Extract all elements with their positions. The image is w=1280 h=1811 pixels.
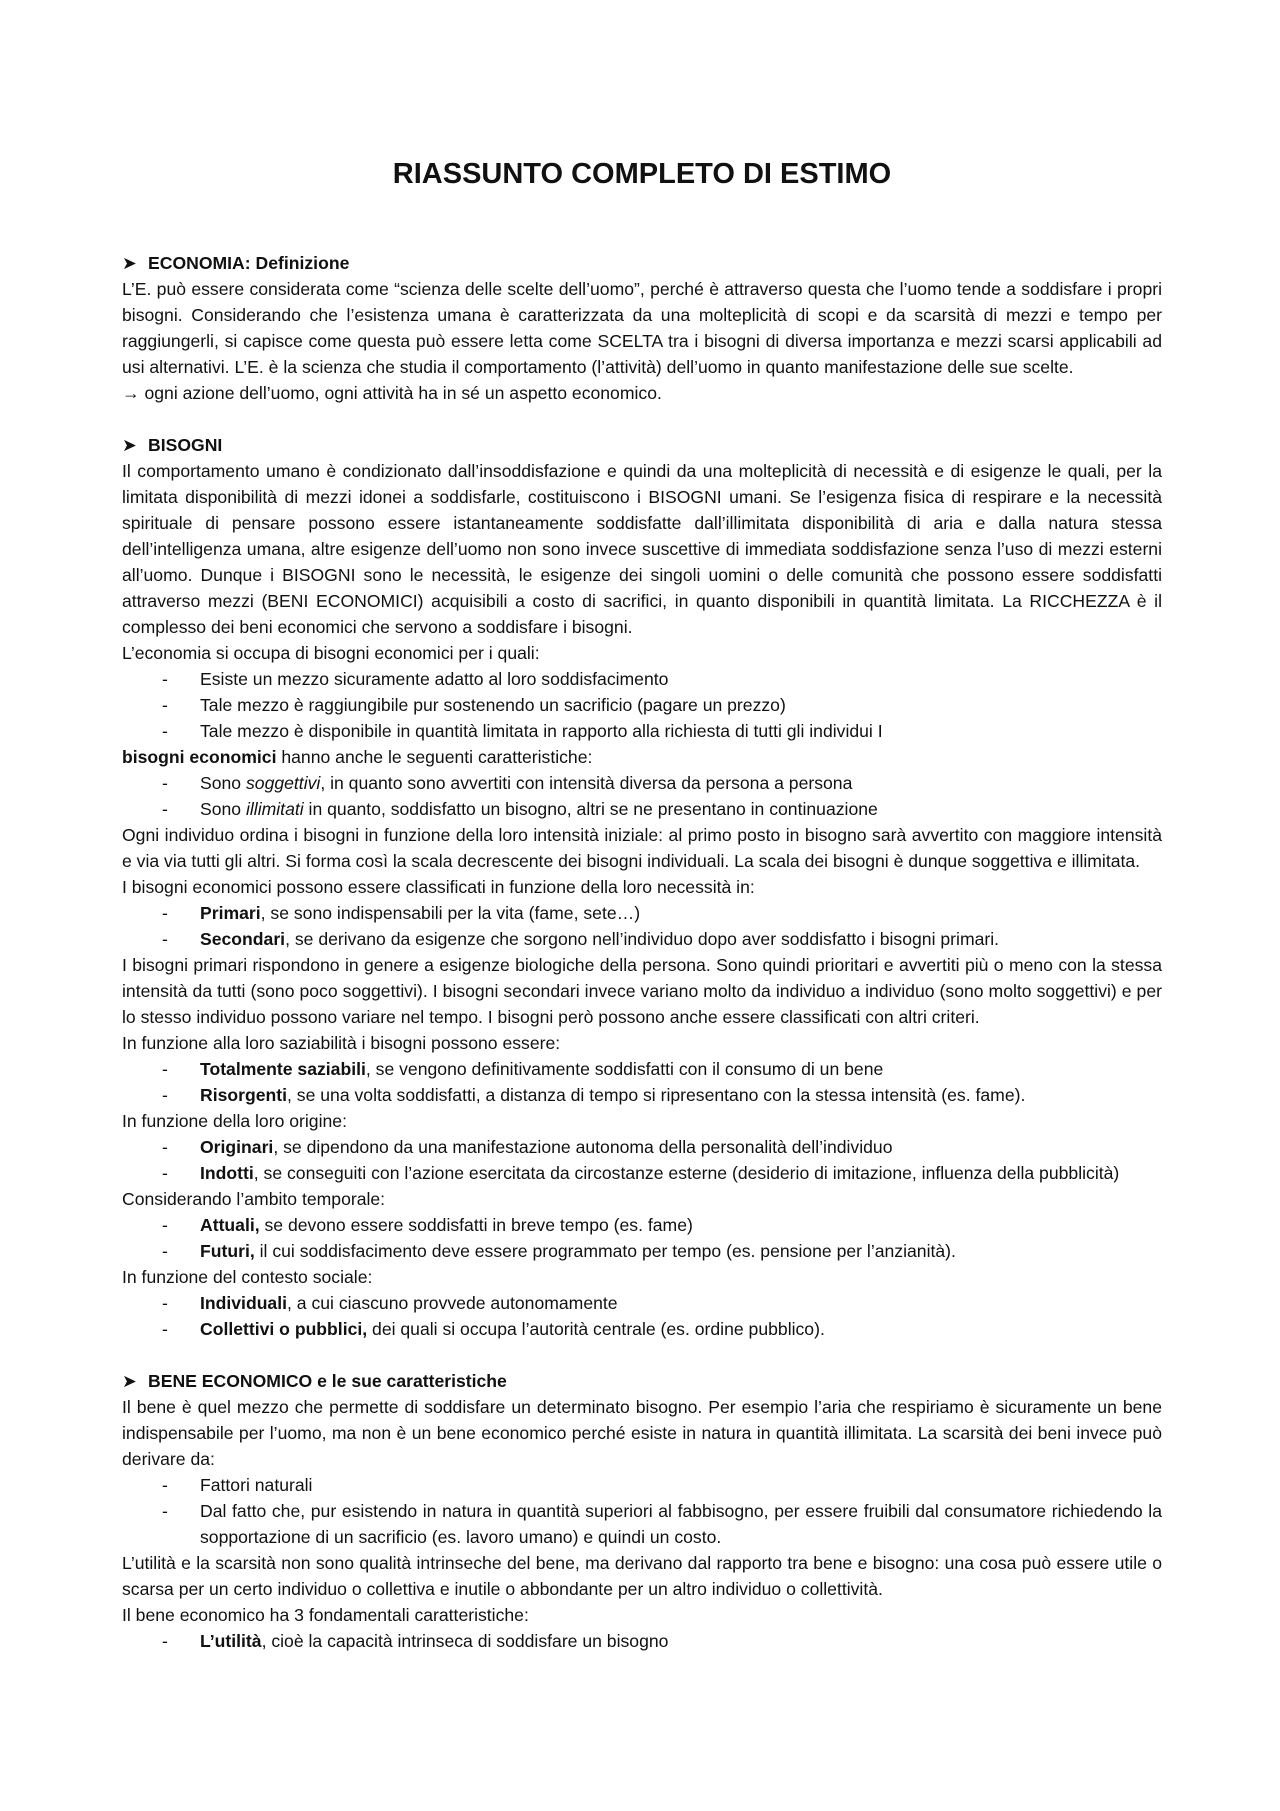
paragraph: L’E. può essere considerata come “scienza delle scelte dell’uomo”, perché è attraverso questa che l’uomo tende a soddisfare i propri bisogni. Considerando che l’esistenza umana è caratterizzata da una molteplicità di scopi e da scarsità di mezzi e tempo per raggiungerli, si capisce come questa può essere letta come SCELTA tra i bisogni di diversa importanza e mezzi scarsi applicabili ad usi alternativi. L’E. è la scienza che studia il comportamento (l’attività) dell’uomo in quanto manifestazione delle sue scelte. bbox=[122, 279, 1162, 377]
bullet-list bbox=[122, 900, 1162, 952]
paragraph: L’economia si occupa di bisogni economici per i quali: bbox=[122, 643, 540, 663]
list-item: - Individuali, a cui ciascuno provvede autonomamente bbox=[122, 1290, 1162, 1316]
heading-text: ECONOMIA: Definizione bbox=[148, 253, 350, 273]
list-item: - Sono soggettivi, in quanto sono avvertiti con intensità diversa da persona a persona bbox=[122, 770, 1162, 796]
dash-marker: - bbox=[162, 695, 168, 715]
list-item: - Indotti, se conseguiti con l’azione esercitata da circostanze esterne (desiderio di imitazione, influenza della pubblicità) bbox=[122, 1160, 1162, 1186]
heading-text: BISOGNI bbox=[148, 435, 223, 455]
paragraph: bisogni economici hanno anche le seguenti caratteristiche: bbox=[122, 747, 593, 767]
dash-marker: - bbox=[162, 1059, 168, 1079]
list-item: - Primari, se sono indispensabili per la vita (fame, sete…) bbox=[122, 900, 1162, 926]
section-heading bbox=[122, 1368, 1162, 1394]
dash-marker: - bbox=[162, 903, 168, 923]
dash-marker: - bbox=[162, 1163, 168, 1183]
list-item: - Dal fatto che, pur esistendo in natura in quantità superiori al fabbisogno, per essere fruibili dal consumatore richiedendo la sopportazione di un sacrificio (es. lavoro umano) e quindi un costo. bbox=[122, 1498, 1162, 1550]
paragraph: In funzione della loro origine: bbox=[122, 1111, 347, 1131]
dash-marker: - bbox=[162, 669, 168, 689]
list-item: - Collettivi o pubblici, dei quali si occupa l’autorità centrale (es. ordine pubblico). bbox=[122, 1316, 1162, 1342]
paragraph: Ogni individuo ordina i bisogni in funzione della loro intensità iniziale: al primo posto in bisogno sarà avvertito con maggiore intensità e via via tutti gli altri. Si forma così la scala decrescente dei bisogni individuali. La scala dei bisogni è dunque soggettiva e illimitata. bbox=[122, 825, 1162, 871]
document-title: RIASSUNTO COMPLETO DI ESTIMO bbox=[392, 158, 892, 190]
bullet-list bbox=[122, 770, 1162, 822]
arrow-bullet-icon: ➤ bbox=[122, 435, 137, 455]
paragraph: I bisogni primari rispondono in genere a esigenze biologiche della persona. Sono quindi prioritari e avvertiti più o meno con la stessa intensità da tutti (sono poco soggettivi). I bisogni secondari invece variano molto da individuo a individuo (sono molto soggettivi) e per lo stesso individuo possono variare nel tempo. I bisogni però possono anche essere classificati con altri criteri. bbox=[122, 955, 1162, 1027]
paragraph: L’utilità e la scarsità non sono qualità intrinseche del bene, ma derivano dal rapporto tra bene e bisogno: una cosa può essere utile o scarsa per un certo individuo o collettiva e inutile o abbondante per un altro individuo o collettività. bbox=[122, 1553, 1162, 1599]
list-item: - Sono illimitati in quanto, soddisfatto un bisogno, altri se ne presentano in continuazione bbox=[122, 796, 1162, 822]
section-heading bbox=[122, 250, 1162, 276]
paragraph: Il bene è quel mezzo che permette di soddisfare un determinato bisogno. Per esempio l’aria che respiriamo è sicuramente un bene indispensabile per l’uomo, ma non è un bene economico perché esiste in natura in quantità illimitata. La scarsità dei beni invece può derivare da: bbox=[122, 1397, 1162, 1469]
bullet-list bbox=[122, 1212, 1162, 1264]
list-item: - Attuali, se devono essere soddisfatti in breve tempo (es. fame) bbox=[122, 1212, 1162, 1238]
paragraph: Considerando l’ambito temporale: bbox=[122, 1189, 386, 1209]
dash-marker: - bbox=[162, 773, 168, 793]
list-item: - Secondari, se derivano da esigenze che sorgono nell’individuo dopo aver soddisfatto i bisogni primari. bbox=[122, 926, 1162, 952]
dash-marker: - bbox=[162, 1475, 168, 1495]
dash-marker: - bbox=[162, 1241, 168, 1261]
section-heading bbox=[122, 432, 1162, 458]
dash-marker: - bbox=[162, 721, 168, 741]
paragraph: → ogni azione dell’uomo, ogni attività ha in sé un aspetto economico. bbox=[122, 383, 662, 403]
section-bisogni bbox=[122, 432, 1162, 1342]
bullet-list bbox=[122, 1290, 1162, 1342]
dash-marker: - bbox=[162, 1319, 168, 1339]
dash-marker: - bbox=[162, 1215, 168, 1235]
list-item: - Tale mezzo è disponibile in quantità limitata in rapporto alla richiesta di tutti gli individui I bbox=[122, 718, 1162, 744]
paragraph: Il bene economico ha 3 fondamentali caratteristiche: bbox=[122, 1605, 529, 1625]
arrow-bullet-icon: ➤ bbox=[122, 1371, 137, 1391]
section-bene-economico bbox=[122, 1368, 1162, 1654]
arrow-bullet-icon: ➤ bbox=[122, 253, 137, 273]
document-body bbox=[122, 250, 1162, 1680]
dash-marker: - bbox=[162, 1501, 168, 1521]
dash-marker: - bbox=[162, 1085, 168, 1105]
paragraph: In funzione del contesto sociale: bbox=[122, 1267, 373, 1287]
paragraph: In funzione alla loro saziabilità i bisogni possono essere: bbox=[122, 1033, 561, 1053]
dash-marker: - bbox=[162, 1137, 168, 1157]
list-item: - Tale mezzo è raggiungibile pur sostenendo un sacrificio (pagare un prezzo) bbox=[122, 692, 1162, 718]
dash-marker: - bbox=[162, 1293, 168, 1313]
paragraph: I bisogni economici possono essere classificati in funzione della loro necessità in: bbox=[122, 877, 755, 897]
paragraph: Il comportamento umano è condizionato dall’insoddisfazione e quindi da una molteplicità di necessità e di esigenze le quali, per la limitata disponibilità di mezzi idonei a soddisfarle, costituiscono i BISOGNI umani. Se l’esigenza fisica di respirare e la necessità spirituale di pensare possono essere istantaneamente soddisfatte dall’illimitata disponibilità di aria e dalla natura stessa dell’intelligenza umana, altre esigenze dell’uomo non sono invece suscettive di immediata soddisfazione senza l’uso di mezzi esterni all’uomo. Dunque i BISOGNI sono le necessità, le esigenze dei singoli uomini o delle comunità che possono essere soddisfatti attraverso mezzi (BENI ECONOMICI) acquisibili a costo di sacrifici, in quanto disponibili in quantità limitata. La RICCHEZZA è il complesso dei beni economici che servono a soddisfare i bisogni. bbox=[122, 461, 1162, 637]
heading-text: BENE ECONOMICO e le sue caratteristiche bbox=[148, 1371, 507, 1391]
bullet-list bbox=[122, 1472, 1162, 1550]
bullet-list bbox=[122, 1134, 1162, 1186]
section-economia bbox=[122, 250, 1162, 406]
bullet-list bbox=[122, 1628, 1162, 1654]
list-item: - Totalmente saziabili, se vengono definitivamente soddisfatti con il consumo di un bene bbox=[122, 1056, 1162, 1082]
dash-marker: - bbox=[162, 799, 168, 819]
list-item: - Fattori naturali bbox=[122, 1472, 1162, 1498]
list-item: - Risorgenti, se una volta soddisfatti, a distanza di tempo si ripresentano con la stessa intensità (es. fame). bbox=[122, 1082, 1162, 1108]
bullet-list bbox=[122, 1056, 1162, 1108]
list-item: - Futuri, il cui soddisfacimento deve essere programmato per tempo (es. pensione per l’anzianità). bbox=[122, 1238, 1162, 1264]
list-item: - Originari, se dipendono da una manifestazione autonoma della personalità dell’individuo bbox=[122, 1134, 1162, 1160]
dash-marker: - bbox=[162, 1631, 168, 1651]
list-item: - Esiste un mezzo sicuramente adatto al loro soddisfacimento bbox=[122, 666, 1162, 692]
dash-marker: - bbox=[162, 929, 168, 949]
bullet-list bbox=[122, 666, 1162, 744]
list-item: - L’utilità, cioè la capacità intrinseca di soddisfare un bisogno bbox=[122, 1628, 1162, 1654]
